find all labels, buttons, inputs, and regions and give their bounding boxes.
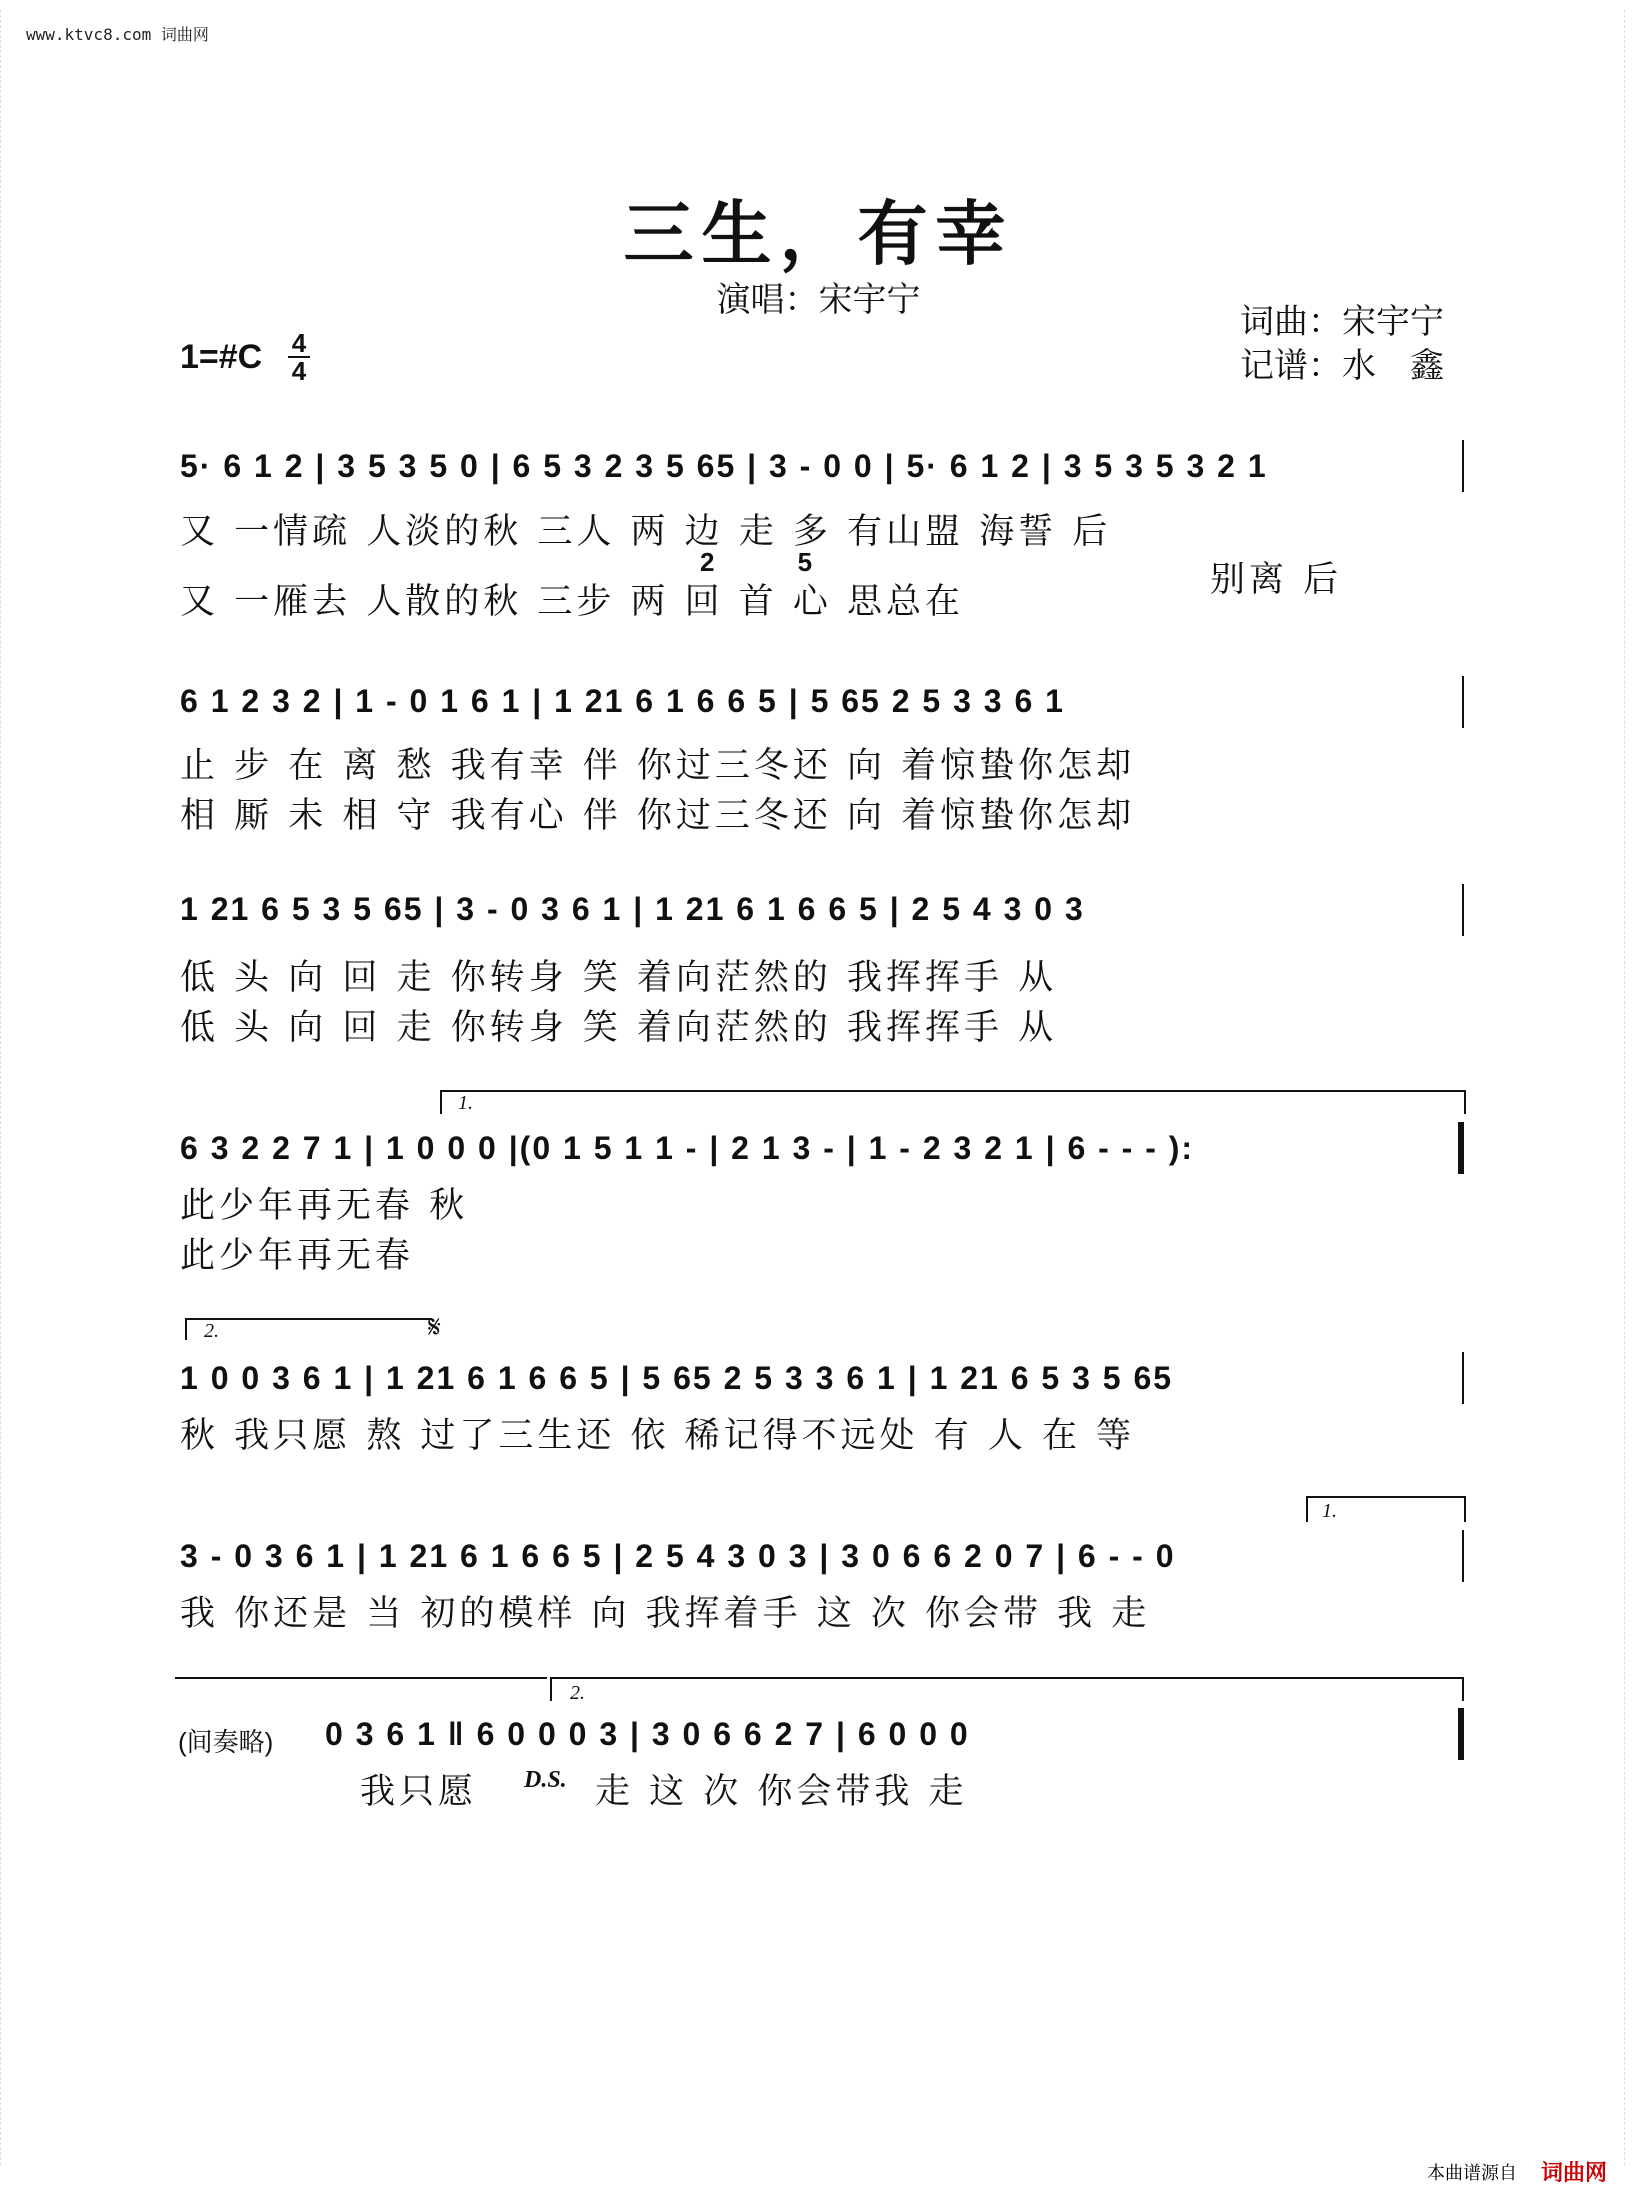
- notation-row-2: 6 1 2 3 2 | 1 - 0 1 6 1 | 1 21 6 1 6 6 5 | 5 65 2 5 3 3 6 1: [180, 683, 1065, 719]
- lyrics-row-2-verse-2: 相 厮 未 相 守 我有心 伴 你过三冬还 向 着惊蛰你怎却: [180, 796, 1136, 836]
- time-signature: [288, 330, 310, 384]
- coda-line: [175, 1677, 547, 1679]
- notation-row-1-small-notes: 2 5: [700, 547, 851, 577]
- final-barline: [1458, 1708, 1464, 1760]
- lyrics-row-3-verse-1: 低 头 向 回 走 你转身 笑 着向茫然的 我挥挥手 从: [180, 958, 1058, 998]
- lyrics-row-1-verse-2: 又 一雁去 人散的秋 三步 两 回 首 心 思总在: [180, 582, 965, 622]
- barline: [1462, 1352, 1464, 1404]
- song-title: 三生，有幸: [623, 192, 1014, 275]
- volta-label-4: 2.: [570, 1682, 585, 1704]
- lyrics-row-7-lead: 我只愿: [360, 1772, 478, 1812]
- lyrics-music-credit: 词曲：宋宇宁: [1240, 302, 1444, 342]
- barline: [1462, 676, 1464, 728]
- notation-row-6: 3 - 0 3 6 1 | 1 21 6 1 6 6 5 | 2 5 4 3 0 3 | 3 0 6 6 2 0 7 | 6 - - 0: [180, 1538, 1176, 1574]
- notation-row-4: 6 3 2 2 7 1 | 1 0 0 0 |(0 1 5 1 1 - | 2 1 3 - | 1 - 2 3 2 1 | 6 - - - ):: [180, 1130, 1195, 1166]
- dal-segno-mark: D.S.: [524, 1767, 567, 1793]
- lyrics-row-4-verse-2: 此少年再无春: [180, 1236, 415, 1276]
- notation-row-3: 1 21 6 5 3 5 65 | 3 - 0 3 6 1 | 1 21 6 1 6 6 5 | 2 5 4 3 0 3: [180, 891, 1085, 927]
- repeat-end-barline: [1458, 1122, 1464, 1174]
- footer-source-label: 本曲谱源自: [1427, 2163, 1517, 2184]
- barline: [1462, 440, 1464, 492]
- volta-bracket-1: [440, 1090, 1466, 1114]
- volta-bracket-4: [550, 1677, 1464, 1701]
- notation-row-5: 1 0 0 3 6 1 | 1 21 6 1 6 6 5 | 5 65 2 5 3 3 6 1 | 1 21 6 5 3 5 65: [180, 1360, 1174, 1396]
- lyrics-row-5: 秋 我只愿 熬 过了三生还 依 稀记得不远处 有 人 在 等: [180, 1416, 1136, 1456]
- lyrics-row-2-verse-1: 止 步 在 离 愁 我有幸 伴 你过三冬还 向 着惊蛰你怎却: [180, 746, 1136, 786]
- notation-row-1: 5· 6 1 2 | 3 5 3 5 0 | 6 5 3 2 3 5 65 | 3 - 0 0 | 5· 6 1 2 | 3 5 3 5 3 2 1: [180, 448, 1268, 484]
- credits: [1240, 300, 1444, 388]
- volta-label-2: 2.: [204, 1320, 219, 1342]
- left-margin-watermark: [0, 10, 15, 2165]
- site-url: www.ktvc8.com 词曲网: [26, 25, 209, 44]
- singer-line: 演唱：宋宇宁: [716, 280, 921, 320]
- lyrics-row-7-tail: 走 这 次 你会带我 走: [595, 1772, 968, 1812]
- lyrics-row-1-verse-1: 又 一情疏 人淡的秋 三人 两 边 走 多 有山盟 海誓 后: [180, 512, 1112, 552]
- lyrics-row-6: 我 你还是 当 初的模样 向 我挥着手 这 次 你会带 我 走: [180, 1594, 1151, 1634]
- volta-bracket-2: [185, 1318, 432, 1340]
- lyrics-row-1-verse-2-tail: 别离 后: [1210, 560, 1343, 600]
- barline: [1462, 884, 1464, 936]
- notation-credit: 记谱：水 鑫: [1240, 346, 1444, 386]
- lyrics-row-4-verse-1: 此少年再无春 秋: [180, 1186, 469, 1226]
- time-signature-top: 4: [291, 328, 307, 358]
- right-margin-watermark: [1610, 10, 1625, 2165]
- time-signature-bottom: 4: [291, 356, 307, 386]
- volta-label-3: 1.: [1322, 1500, 1337, 1522]
- segno-icon: 𝄋: [428, 1310, 441, 1345]
- key-signature: 1=#C: [180, 338, 263, 376]
- volta-label-1: 1.: [458, 1092, 473, 1114]
- barline: [1462, 1530, 1464, 1582]
- interlude-omitted-label: (间奏略): [178, 1727, 274, 1757]
- footer-brand-link[interactable]: 词曲网: [1540, 2161, 1607, 2186]
- notation-row-7: 0 3 6 1 ‖ 6 0 0 0 3 | 3 0 6 6 2 7 | 6 0 0 0: [325, 1716, 970, 1752]
- lyrics-row-3-verse-2: 低 头 向 回 走 你转身 笑 着向茫然的 我挥挥手 从: [180, 1008, 1058, 1048]
